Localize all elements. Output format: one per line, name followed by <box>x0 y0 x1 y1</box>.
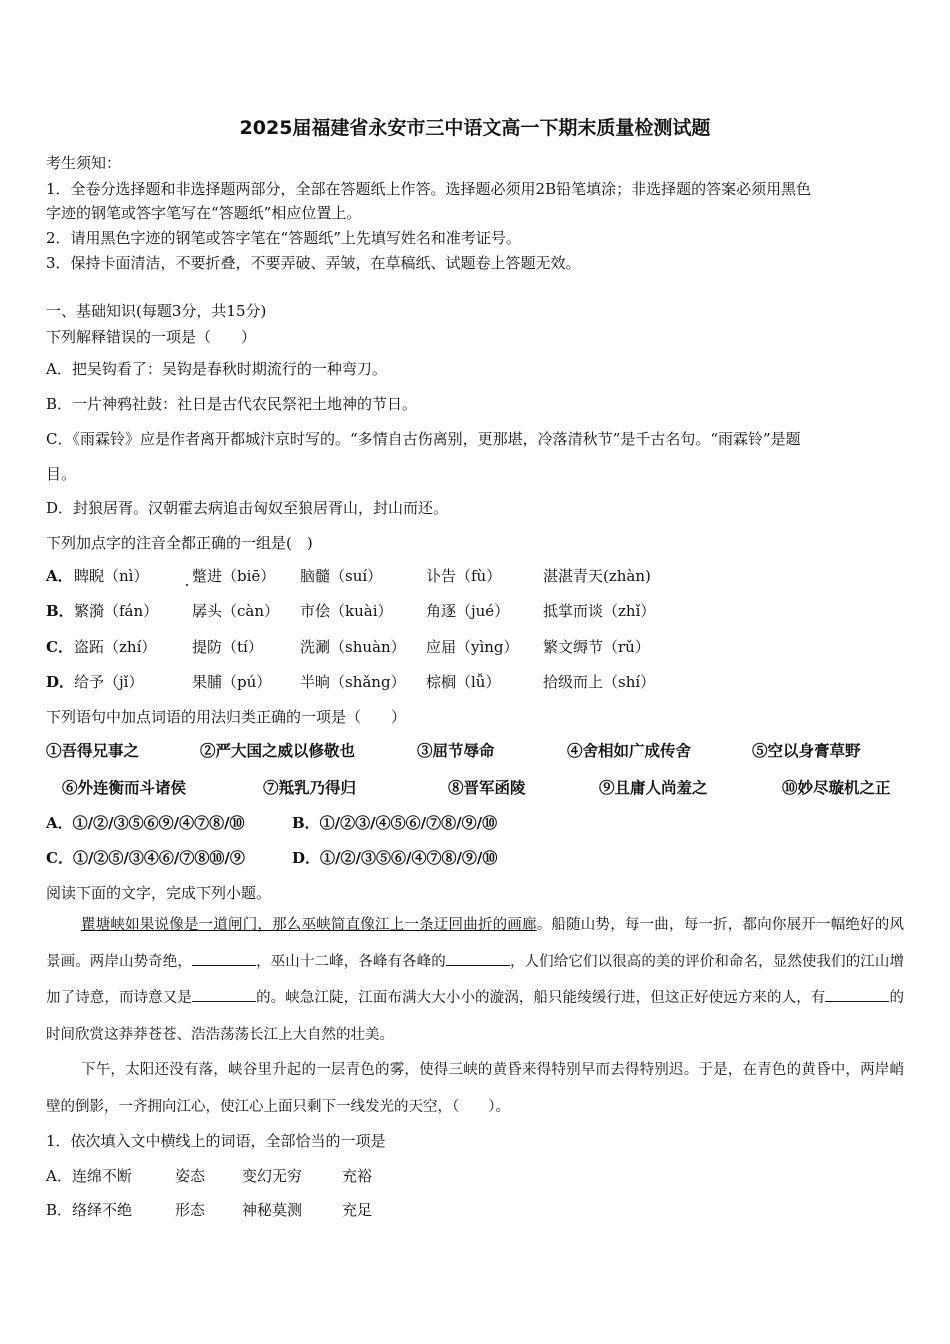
q3-sentence: ⑨且庸人尚羞之 <box>599 778 708 797</box>
q2-option-label: D． <box>46 673 75 691</box>
q3-sentence: ③屈节辱命 <box>417 741 495 760</box>
q2-option-label: A． <box>46 567 73 585</box>
q2-word: 讣告（fù） <box>426 567 502 585</box>
notice-item-1a: 1．全卷分选择题和非选择题两部分，全部在答题纸上作答。选择题必须用2B铅笔填涂；非选择题的答案必须用黑色 <box>46 180 812 198</box>
q2-word: 孱头（càn） <box>192 602 280 620</box>
q2-word: 湛湛青天(zhàn) <box>543 567 651 585</box>
q2-word: 给予（jǐ） <box>74 673 144 691</box>
q2-word: 拾级而上（shí） <box>543 673 656 691</box>
q2-word: 提防（tí） <box>192 638 263 656</box>
q2-word: 盗跖（zhí） <box>74 638 157 656</box>
q2-word: 繁文缛节（rǔ） <box>543 638 650 656</box>
q4-option-word: 神秘莫测 <box>242 1201 303 1219</box>
q2-word: 应届（yìng） <box>426 638 519 656</box>
emphasis-dot-mark <box>186 584 188 586</box>
q1-option-c-line1: C．《雨霖铃》应是作者离开都城汴京时写的。“多情自古伤离别，更那堪，冷落清秋节”是千古名句。“雨霖铃”是题 <box>46 430 801 448</box>
q1-stem: 下列解释错误的一项是（ ） <box>46 328 257 346</box>
q2-word: 睥睨（nì） <box>74 567 149 585</box>
q3-sentence: ①吾得兄事之 <box>46 741 140 760</box>
q2-option-label: C． <box>46 638 73 656</box>
reading-paragraph-1 <box>46 907 904 1053</box>
q4-option-word: 充裕 <box>342 1167 373 1185</box>
q3-sentence: ⑧晋军函陵 <box>448 778 526 797</box>
q4-option-word: 形态 <box>175 1201 206 1219</box>
q3-sentence: ⑤空以身膏草野 <box>752 741 861 760</box>
q3-option-a: A．①/②/③⑤⑥⑨/④⑦⑧/⑩ <box>46 814 245 832</box>
page-title: 2025届福建省永安市三中语文高一下期末质量检测试题 <box>239 117 711 139</box>
q2-word: 蹩进（biē） <box>192 567 276 585</box>
fill-blank-1 <box>192 951 256 966</box>
q3-sentence: ②严大国之威以修敬也 <box>200 741 356 760</box>
q2-stem: 下列加点字的注音全都正确的一组是( ) <box>46 534 313 552</box>
q4-option-word: 变幻无穷 <box>242 1167 303 1185</box>
q3-sentence: ⑦羝乳乃得归 <box>263 778 357 797</box>
q2-word: 角逐（jué） <box>426 602 510 620</box>
underlined-sentence: 瞿塘峡如果说像是一道闸门，那么巫峡简直像江上一条迂回曲折的画廊 <box>81 917 537 933</box>
passage-text: ，巫山十二峰，各峰有各峰的 <box>255 953 446 970</box>
notice-item-1b: 字迹的钢笔或答字笔写在“答题纸”相应位置上。 <box>46 204 362 222</box>
q3-stem: 下列语句中加点词语的用法归类正确的一项是（ ） <box>46 708 407 726</box>
notice-item-2: 2．请用黑色字迹的钢笔或答字笔在“答题纸”上先填写姓名和准考证号。 <box>46 229 521 247</box>
fill-blank-2 <box>446 951 510 966</box>
q2-word: 市侩（kuài） <box>300 602 393 620</box>
q1-option-c-line2: 目。 <box>46 465 77 483</box>
q4-option-word: 充足 <box>342 1201 373 1219</box>
q1-option-a: A．把吴钩看了：吴钩是春秋时期流行的一种弯刀。 <box>46 360 387 378</box>
section-heading: 一、基础知识(每题3分，共15分) <box>46 302 267 320</box>
q3-option-d: D．①/②/③⑤⑥/④⑦⑧/⑨/⑩ <box>292 849 498 867</box>
notice-heading: 考生须知： <box>46 154 122 172</box>
q2-word: 棕榈（lǚ） <box>426 673 501 691</box>
q2-word: 果脯（pú） <box>192 673 272 691</box>
q3-sentence: ④舍相如广成传舍 <box>567 741 692 760</box>
passage-text: 。船随山势，每一曲，每一折，都向你展开一幅绝好的风景画。两岸山势奇绝， <box>46 917 905 970</box>
q4-option-label: B．络绎不绝 <box>46 1201 133 1219</box>
q2-word: 脑髓（suí） <box>300 567 383 585</box>
q1-option-d: D．封狼居胥。汉朝霍去病追击匈奴至狼居胥山，封山而还。 <box>46 499 449 517</box>
q4-option-label: A．连绵不断 <box>46 1167 132 1185</box>
q2-word: 繁漪（fán） <box>74 602 159 620</box>
reading-paragraph-2: 下午，太阳还没有落，峡谷里升起的一层青色的雾，使得三峡的黄昏来得特别早而去得特别迟。于是，在青色的黄昏中，两岸峭壁的倒影，一齐拥向江心，使江心上面只剩下一线发光的天空，（ ）。 <box>46 1062 904 1115</box>
q3-option-c: C．①/②⑤/③④⑥/⑦⑧⑩/⑨ <box>46 849 245 867</box>
notice-item-3: 3．保持卡面清洁，不要折叠，不要弄破、弄皱，在草稿纸、试题卷上答题无效。 <box>46 254 581 272</box>
q3-sentence: ⑩妙尽璇机之正 <box>782 778 891 797</box>
q3-option-b: B．①/②③/④⑤⑥/⑦⑧/⑨/⑩ <box>292 814 498 832</box>
passage-text: ，人们给它们以很高的美的评价和命名，显然使我们的江山增加了诗意，而诗意又是 <box>46 953 905 1006</box>
passage-text: 的时间欣赏这莽莽苍苍、浩浩荡荡长江上大自然的壮美。 <box>46 990 905 1043</box>
q2-word: 半晌（shǎng） <box>300 673 406 691</box>
q4-stem: 1．依次填入文中横线上的词语，全部恰当的一项是 <box>46 1132 386 1150</box>
fill-blank-3 <box>192 987 256 1002</box>
q2-option-label: B． <box>46 602 74 620</box>
q2-word: 洗涮（shuàn） <box>300 638 406 656</box>
q3-sentence: ⑥外连衡而斗诸侯 <box>62 778 187 797</box>
passage-text: 的。峡急江陡，江面布满大大小小的漩涡，船只能绫缓行进，但这正好使远方来的人，有 <box>255 990 826 1006</box>
reading-intro: 阅读下面的文字，完成下列小题。 <box>46 884 272 902</box>
q4-option-word: 姿态 <box>175 1167 206 1185</box>
q1-option-b: B．一片神鸦社鼓：社日是古代农民祭祀土地神的节日。 <box>46 395 418 413</box>
q2-word: 抵掌而谈（zhǐ） <box>543 602 656 620</box>
fill-blank-4 <box>825 987 889 1002</box>
